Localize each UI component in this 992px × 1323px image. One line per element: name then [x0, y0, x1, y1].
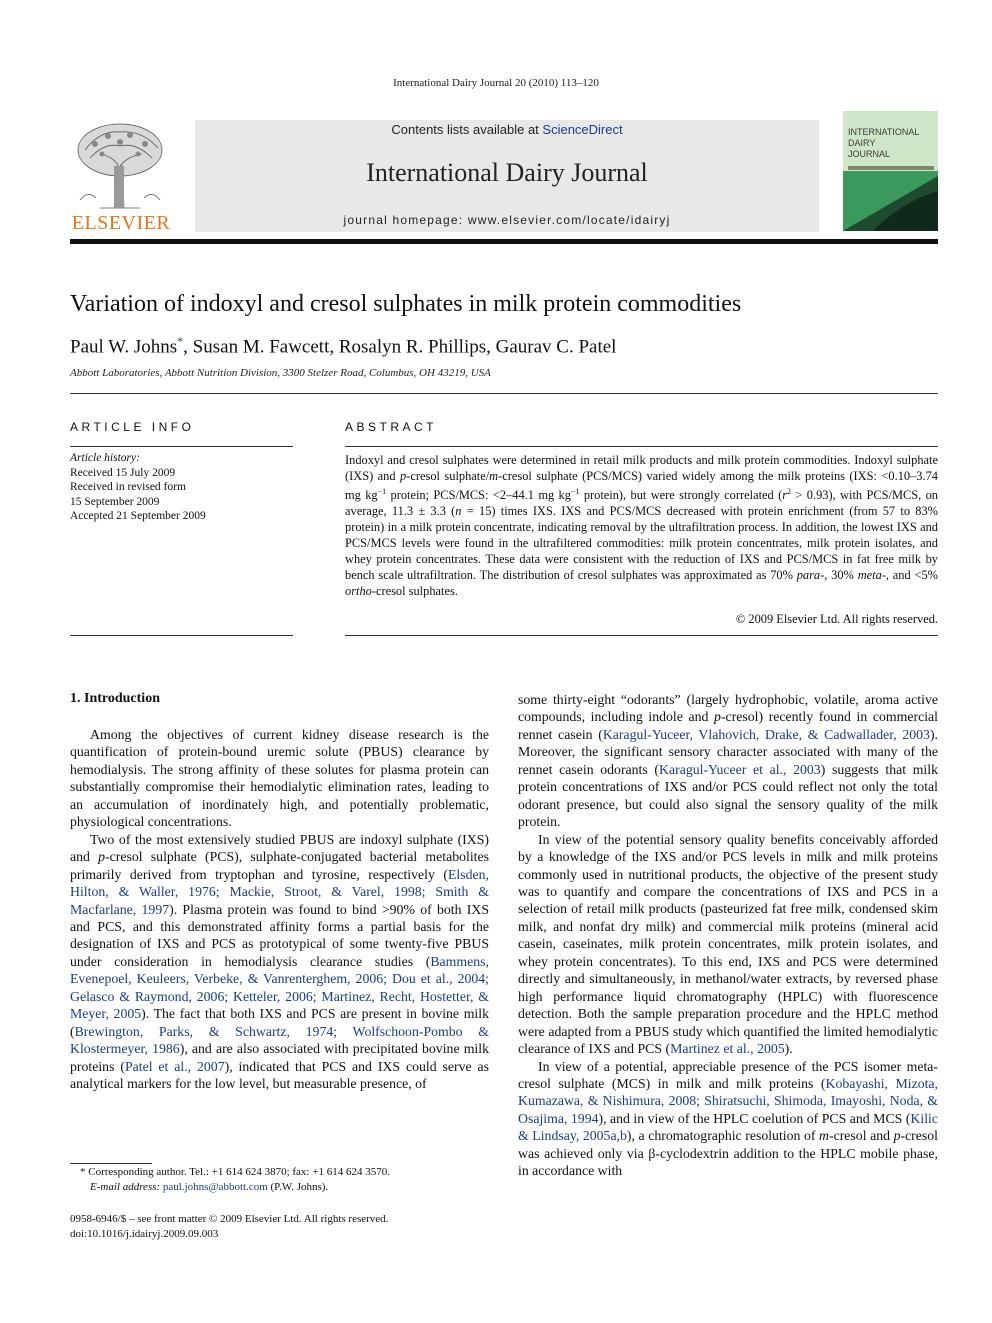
- cover-subtitle-bar: [848, 166, 934, 170]
- abstract-heading: ABSTRACT: [345, 420, 438, 434]
- article-info-rule-top: [70, 446, 293, 447]
- history-entry: Received 15 July 2009: [70, 466, 176, 479]
- email-label: E-mail address:: [90, 1181, 163, 1193]
- citation-link[interactable]: Kilic & Lindsay, 2005a,b: [518, 1110, 938, 1144]
- doi-link[interactable]: doi:10.1016/j.idairyj.2009.09.003: [70, 1228, 219, 1240]
- abstract-rule-top: [345, 446, 938, 447]
- title-rule: [70, 393, 938, 394]
- corresponding-author-footnote: [70, 1165, 489, 1195]
- email-link[interactable]: paul.johns@abbott.com: [162, 1181, 268, 1193]
- journal-cover-thumbnail[interactable]: [843, 111, 938, 231]
- elsevier-tree-icon: [70, 120, 170, 212]
- author-list: [70, 334, 938, 358]
- author-affiliation: Abbott Laboratories, Abbott Nutrition Division, 3300 Stelzer Road, Columbus, OH 43219, USA: [70, 367, 491, 379]
- body-paragraph: Two of the most extensively studied PBUS are indoxyl sulphate (IXS) and p-cresol sulphate (PCS), sulphate-conjugated bacterial metabolites primarily derived from tryptophan and tyrosine, respectively (Elsden, Hilton, & Waller, 1976; Mackie, Stroot, & Varel, 1998; Smith & Macfarlane, 1997). Plasma protein was found to bind >90% of both IXS and PCS, and this demonstrated affinity forms a partial basis for the designation of IXS and PCS as prototypical of some twenty-five PBUS under consideration in hemodialysis clearance studies (Bammens, Evenepoel, Keuleers, Verbeke, & Vanrenterghem, 2006; Dou et al., 2004; Gelasco & Raymond, 2006; Ketteler, 2006; Martinez, Recht, Hostetter, & Meyer, 2005). The fact that both IXS and PCS are present in bovine milk (Brewington, Parks, & Schwartz, 1974; Wolfschoon-Pombo & Klostermeyer, 1986), and are also associated with precipitated bovine milk proteins (Patel et al., 2007), indicated that PCS and IXS could serve as analytical markers for the low level, but measurable presence, of: [70, 831, 490, 1092]
- body-paragraph: Among the objectives of current kidney disease research is the quantification of protein-bound uremic solute (PBUS) clearance by hemodialysis. The strong affinity of these solutes for plasma protein can substantially compromise their hemodialytic elimination rates, leading to an accumulation of inordinately high, and potentially problematic, physiological concentrations.: [70, 727, 489, 830]
- contents-availability-line: [195, 122, 819, 137]
- email-line: [70, 1180, 489, 1195]
- article-info-heading: ARTICLE INFO: [70, 420, 195, 434]
- citation-link[interactable]: Elsden, Hilton, & Waller, 1976; Mackie, Stroot, & Varel, 1998; Smith & Macfarlane, 1997: [70, 866, 489, 917]
- citation-link[interactable]: Kobayashi, Mizota, Kumazawa, & Nishimura, 2008; Shiratsuchi, Shimoda, Imayoshi, Noda, & Osajima, 1994: [518, 1075, 938, 1126]
- issn-line: 0958-6946/$ – see front matter © 2009 Elsevier Ltd. All rights reserved.: [70, 1213, 389, 1225]
- journal-citation: International Dairy Journal 20 (2010) 113–120: [393, 77, 599, 89]
- sciencedirect-link[interactable]: ScienceDirect: [542, 122, 623, 137]
- cover-wave-graphic: [843, 171, 938, 231]
- citation-link[interactable]: Karagul-Yuceer, Vlahovich, Drake, & Cadwallader, 2003: [602, 726, 930, 742]
- header-rule: [70, 239, 938, 244]
- body-paragraph: In view of the potential sensory quality benefits conceivably afforded by a knowledge of the IXS and/or PCS levels in milk and milk proteins commonly used in nutritional products, the objective of the present study was to quantify and compare the concentrations of IXS and PCS in a selection of retail milk products (pasteurized fat free milk, condensed skim milk, and nonfat dry milk) and commercial milk proteins (mineral acid casein, caseinates, milk protein concentrates, milk protein isolates, and whey protein concentrates). To this end, IXS and PCS were determined directly and simultaneously, in methanol/water extracts, by reversed phase high performance liquid chromatography (HPLC) with fluorescence detection. Both the sample preparation procedure and the HPLC method were adapted from a PBUS study which quantified the limited hemodialytic clearance of IXS and PCS (Martinez et al., 2005).: [518, 831, 938, 1057]
- cover-title-line: JOURNAL: [848, 149, 891, 159]
- body-paragraph: In view of a potential, appreciable presence of the PCS isomer meta-cresol sulphate (MCS) in milk and milk proteins (Kobayashi, Mizota, Kumazawa, & Nishimura, 2008; Shiratsuchi, Shimoda, Imayoshi, Noda, & Osajima, 1994), and in view of the HPLC coelution of PCS and MCS (Kilic & Lindsay, 2005a,b), a chromatographic resolution of m-cresol and p-cresol was achieved only via β-cyclodextrin addition to the HPLC mobile phase, in accordance with: [518, 1058, 939, 1179]
- history-entry: 15 September 2009: [70, 495, 160, 508]
- elsevier-wordmark: ELSEVIER: [71, 212, 171, 234]
- citation-link[interactable]: Patel et al., 2007: [124, 1058, 225, 1074]
- journal-name: International Dairy Journal: [366, 158, 648, 187]
- article-title: Variation of indoxyl and cresol sulphates in milk protein commodities: [70, 291, 742, 317]
- history-entry: Accepted 21 September 2009: [70, 510, 206, 522]
- email-suffix: (P.W. Johns).: [267, 1181, 329, 1193]
- author-first: Paul W. Johns: [70, 336, 178, 358]
- footnote-rule: [70, 1163, 152, 1164]
- body-paragraph: some thirty-eight “odorants” (largely hydrophobic, volatile, aroma active compounds, including indole and p-cresol) recently found in commercial rennet casein (Karagul-Yuceer, Vlahovich, Drake, & Cadwallader, 2003). Moreover, the significant sensory character associated with many of the rennet casein odorants (Karagul-Yuceer et al., 2003) suggests that milk protein concentrations of IXS and/or PCS could reflect not only the total odorant presence, but could also signal the sensory quality of the milk protein.: [518, 692, 938, 830]
- author-rest: , Susan M. Fawcett, Rosalyn R. Phillips, Gaurav C. Patel: [183, 336, 617, 358]
- article-history-label: Article history:: [70, 452, 140, 464]
- corresponding-author-contact: * Corresponding author. Tel.: +1 614 624 3870; fax: +1 614 624 3570.: [80, 1166, 390, 1178]
- citation-link[interactable]: Martinez et al., 2005: [670, 1041, 785, 1057]
- body-column-right: [518, 691, 938, 1180]
- introduction-heading: 1. Introduction: [70, 691, 160, 706]
- cover-title-line: INTERNATIONAL: [848, 127, 920, 137]
- body-column-left: [70, 726, 489, 1093]
- contents-prefix: Contents lists available at: [391, 122, 543, 137]
- front-matter: [70, 1212, 489, 1242]
- history-entry: Received in revised form: [70, 481, 186, 493]
- citation-link[interactable]: Brewington, Parks, & Schwartz, 1974; Wolfschoon-Pombo & Klostermeyer, 1986: [70, 1023, 489, 1057]
- corresponding-author-mark[interactable]: *: [177, 334, 184, 348]
- journal-homepage[interactable]: journal homepage: www.elsevier.com/locate/idairyj: [343, 213, 671, 227]
- journal-header-box: [195, 120, 819, 232]
- cover-title-line: DAIRY: [848, 138, 876, 148]
- article-history: [70, 451, 293, 524]
- cover-title: [848, 127, 936, 160]
- abstract-rule-bottom: [345, 635, 938, 636]
- citation-link[interactable]: Bammens, Evenepoel, Keuleers, Verbeke, & Vanrenterghem, 2006; Dou et al., 2004; Gelasco & Raymond, 2006; Ketteler, 2006; Martinez, Recht, Hostetter, & Meyer, 2005: [70, 953, 489, 1022]
- citation-link[interactable]: Karagul-Yuceer et al., 2003: [659, 761, 821, 777]
- article-info-rule-bottom: [70, 635, 293, 636]
- copyright-notice: © 2009 Elsevier Ltd. All rights reserved.: [735, 612, 938, 626]
- elsevier-logo[interactable]: [70, 118, 172, 236]
- abstract-text: Indoxyl and cresol sulphates were determined in retail milk products and milk protein commodities. Indoxyl sulphate (IXS) and p-cresol sulphate/m-cresol sulphate (PCS/MCS) varied widely among the milk proteins (IXS: <0.10–3.74 mg $kg^{-1}$ protein; PCS/MCS: <2–44.1 mg $kg^{-1}$ protein), but were strongly correlated $(r^2 > 0.93)$, with PCS/MCS, on average, 11.3 ± 3.3 (n = 15) times IXS. IXS and PCS/MCS decreased with protein enrichment (from 57 to 83% protein) in a milk protein concentrate, indicating removal by the ultrafiltration process. In addition, the lowest IXS and PCS/MCS levels were found in the ultrafiltered commodities: milk protein concentrates, milk protein isolates, and whey protein concentrates. These data were consistent with the reduction of IXS and PCS/MCS in fat free milk by bench scale ultrafiltration. The distribution of cresol sulphates was approximated as 70% para-, 30% meta-, and <5% ortho-cresol sulphates.: [345, 453, 939, 599]
